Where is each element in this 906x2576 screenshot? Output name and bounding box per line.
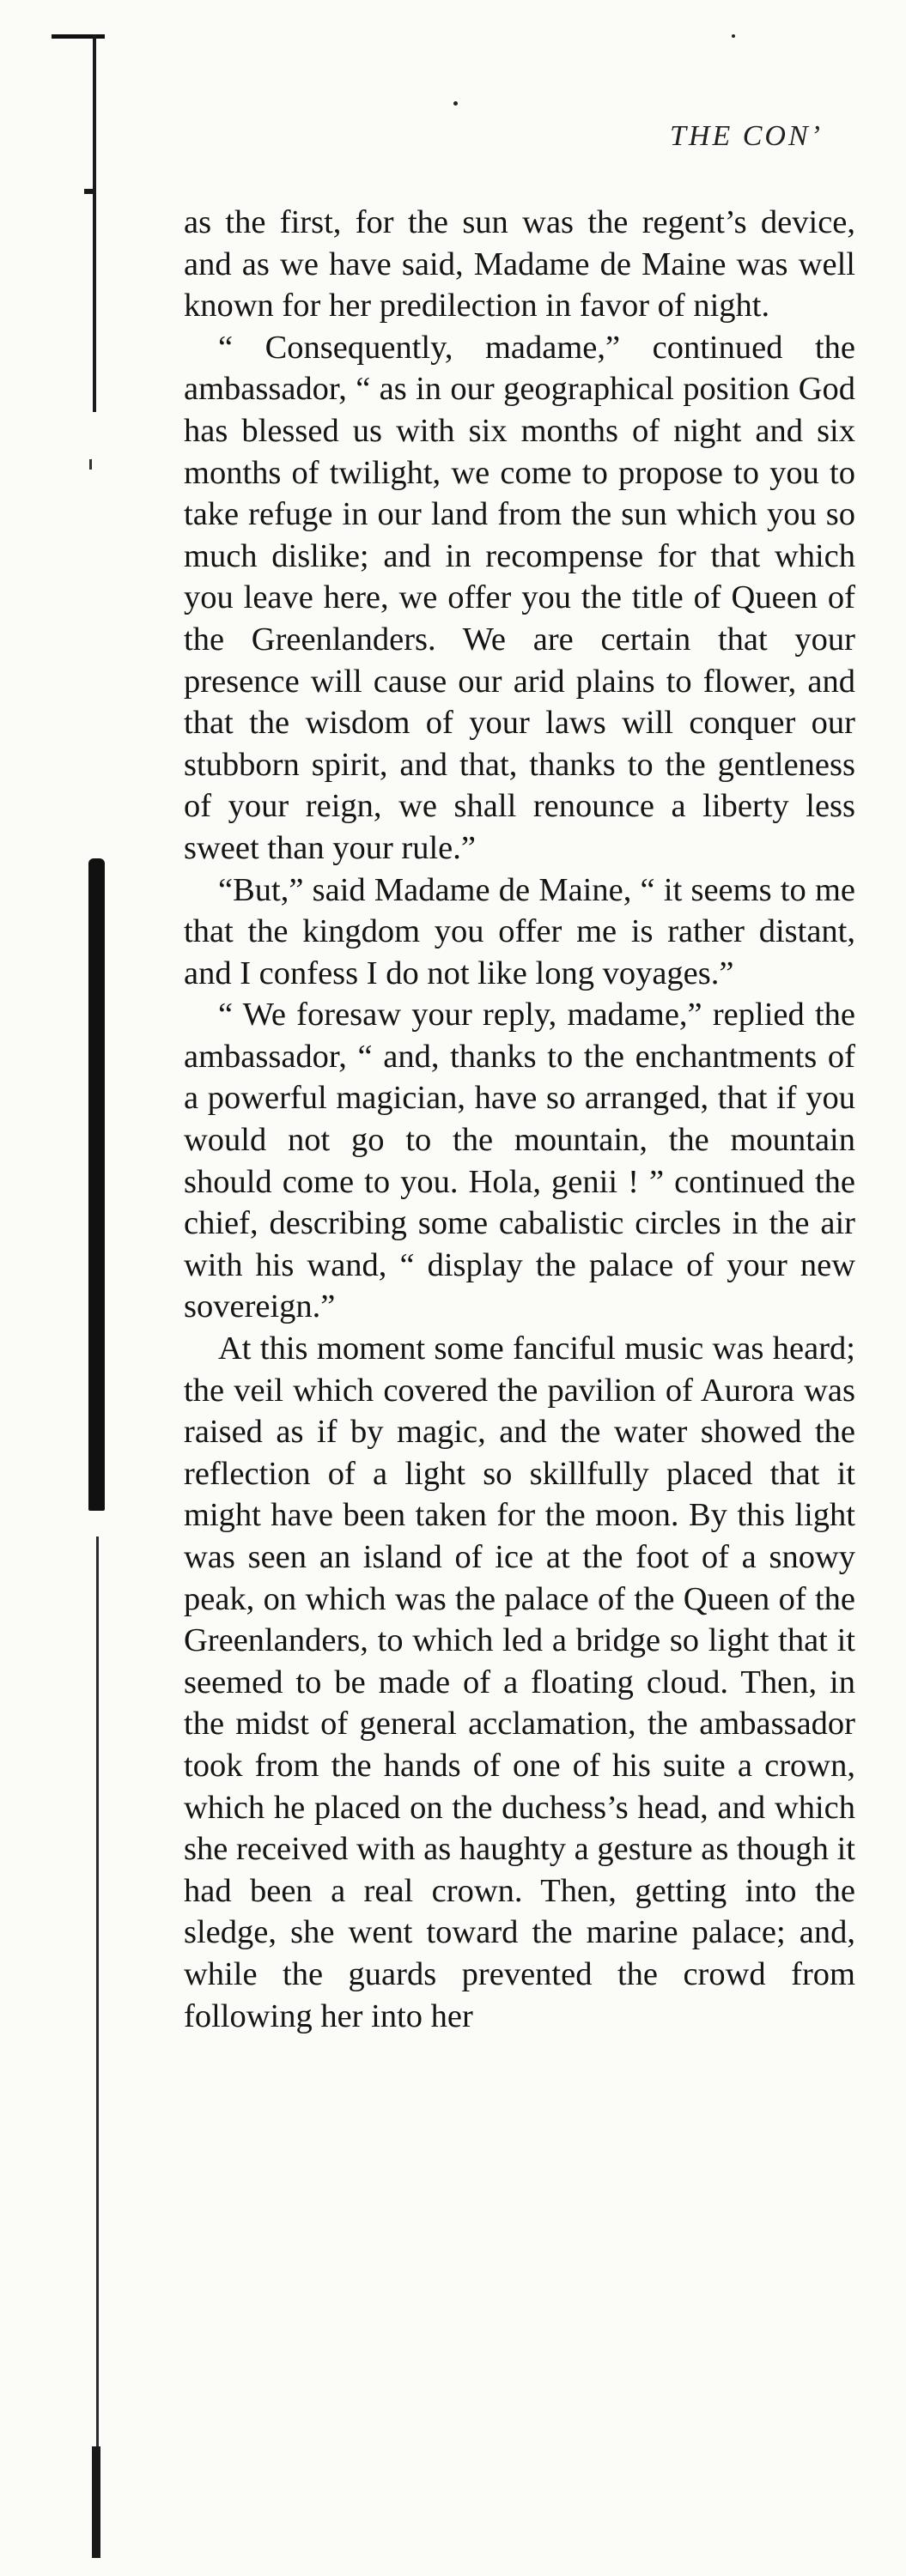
ink-speck bbox=[453, 101, 458, 106]
body-text bbox=[184, 202, 855, 2037]
margin-rule-notch bbox=[84, 189, 94, 194]
paragraph: At this moment some fanciful music was heard; the veil which covered the pavilion of Aurora was raised as if by magic, and the water showed the reflection of a light so skillfully placed that it might have been taken for the moon. By this light was seen an island of ice at the foot of a snowy peak, on which was the palace of the Queen of the Greenlanders, to which led a bridge so light that it seemed to be made of a floating cloud. Then, in the midst of general acclamation, the ambassador took from the hands of one of his suite a crown, which he placed on the duchess’s head, and which she received with as haughty a gesture as though it had been a real crown. Then, getting into the sledge, she went toward the marine palace; and, while the guards prevented the crowd from following her into her bbox=[184, 1330, 855, 2034]
margin-tick-mark bbox=[89, 459, 92, 470]
ink-speck bbox=[732, 34, 735, 38]
paragraph: “ We foresaw your reply, madame,” replied the ambassador, “ and, thanks to the enchantments of a powerful magician, have so arranged, that if you would not go to the mountain, the mountain should come to you. Hola, genii ! ” continued the chief, describing some cabalistic circles in the air with his wand, “ display the palace of your new sovereign.” bbox=[184, 997, 855, 1325]
running-head: THE CON’ bbox=[670, 120, 823, 152]
margin-bottom-mark bbox=[92, 2446, 100, 2558]
paragraph: as the first, for the sun was the regent’s device, and as we have said, Madame de Maine was well known for her predilection in favor of night. bbox=[184, 204, 855, 324]
paragraph: “But,” said Madame de Maine, “ it seems to me that the kingdom you offer me is rather distant, and I confess I do not like long voyages.” bbox=[184, 871, 855, 991]
margin-ink-bar bbox=[88, 858, 105, 1511]
margin-thin-line bbox=[96, 1537, 99, 2446]
margin-rule-top bbox=[52, 34, 105, 39]
margin-rule-stem bbox=[93, 34, 96, 412]
paragraph: “ Consequently, madame,” continued the ambassador, “ as in our geographical position God has blessed us with six months of night and six months of twilight, we come to propose to you to take refuge in our land from the sun which you so much dislike; and in recompense for that which you leave here, we offer you the title of Queen of the Greenlanders. We are certain that your presence will cause our arid plains to flower, and that the wisdom of your laws will conquer our stubborn spirit, and that, thanks to the gentleness of your reign, we shall renounce a liberty less sweet than your rule.” bbox=[184, 329, 855, 866]
